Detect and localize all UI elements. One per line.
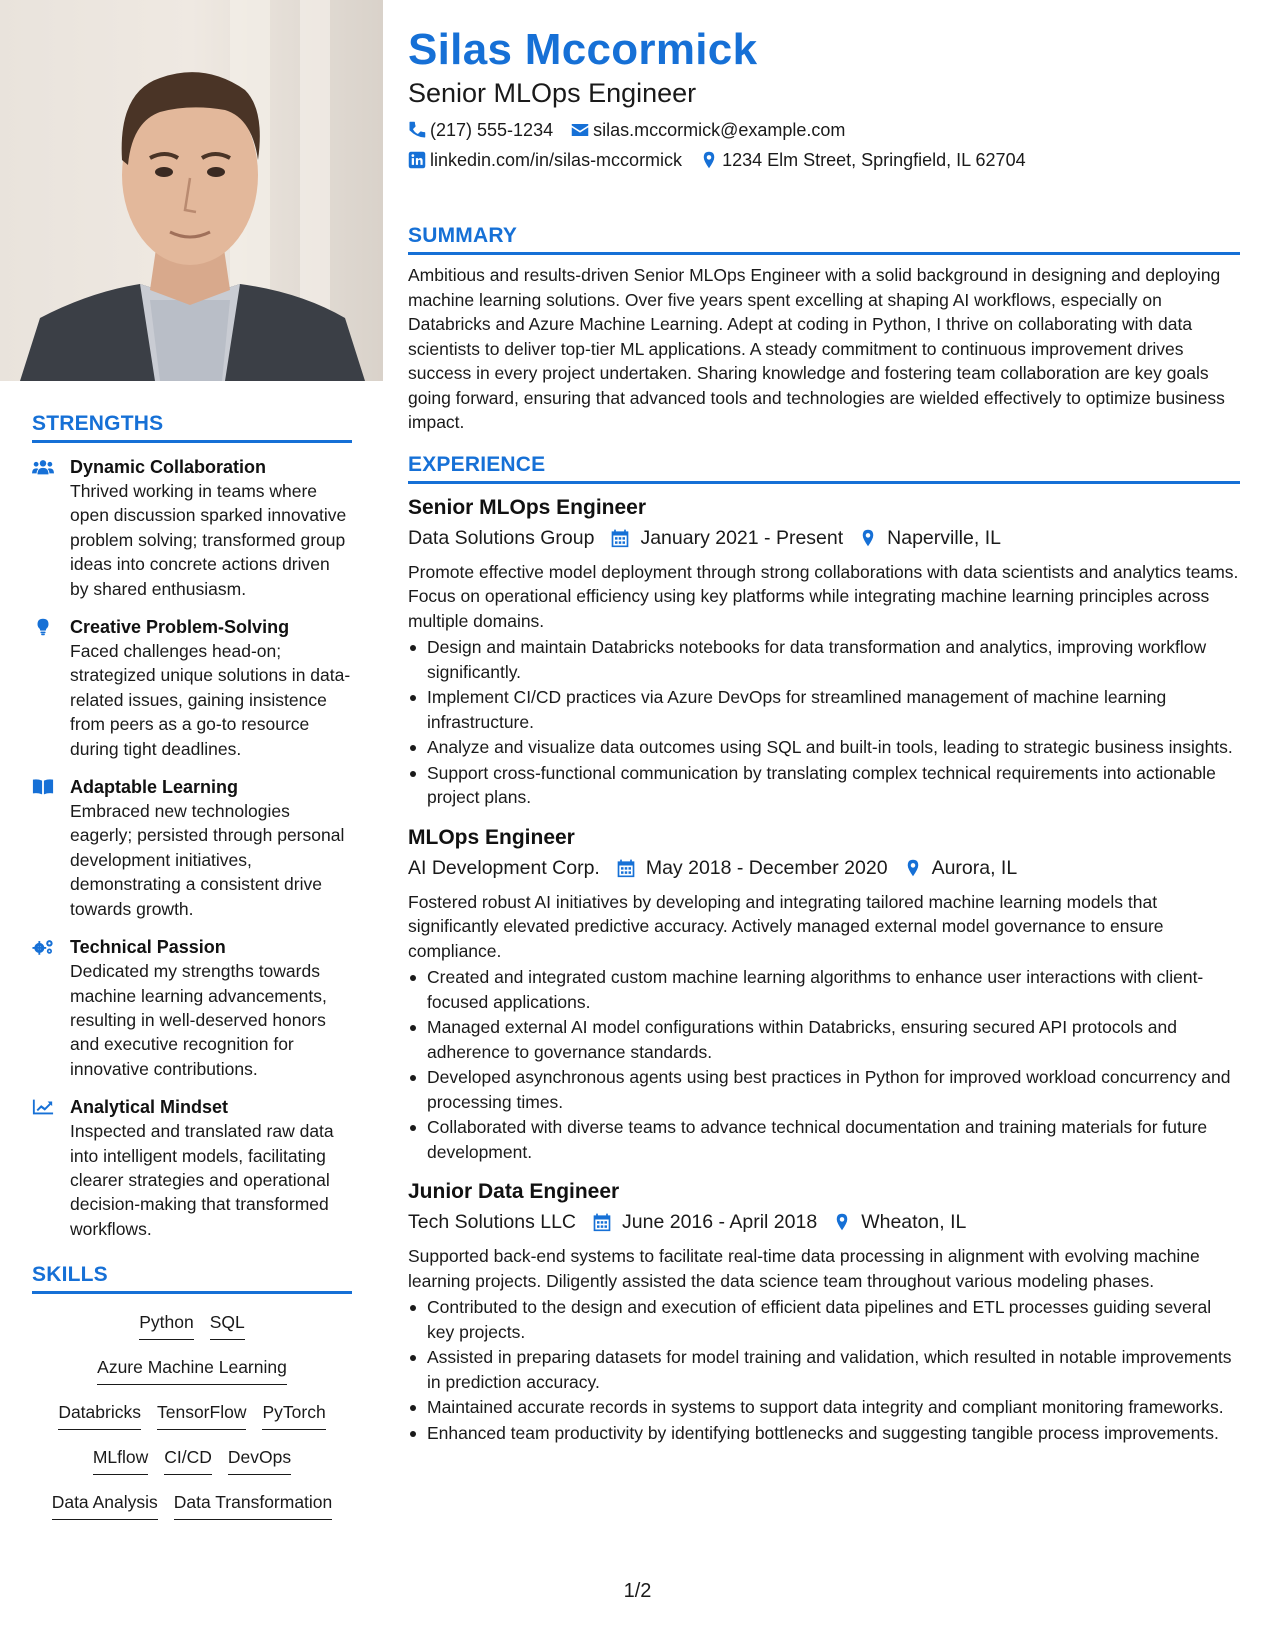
strength-title: Adaptable Learning <box>70 777 239 798</box>
page-number: 1/2 <box>623 1580 652 1602</box>
sidebar <box>0 0 383 1650</box>
job-location-text: Wheaton, IL <box>861 1211 967 1233</box>
skills-row <box>32 1490 352 1535</box>
job-meta <box>408 524 1240 552</box>
job-dates <box>610 524 843 552</box>
job-company: Tech Solutions LLC <box>408 1211 577 1233</box>
skill-tag: DevOps <box>228 1445 291 1475</box>
strength-item <box>32 775 352 921</box>
users-icon <box>32 455 70 601</box>
job-description: Promote effective model deployment through strong collaborations with data scientists and analytics teams. Focus on operational efficiency using key platforms while integrating machine learning principles across multiple domains. <box>408 561 1239 631</box>
list-item: Analyze and visualize data outcomes using SQL and built-in tools, leading to strategic business insights. <box>408 735 1240 760</box>
linkedin-url: linkedin.com/in/silas-mccormick <box>430 150 683 170</box>
location-pin-icon <box>904 858 922 878</box>
gears-icon <box>32 935 70 1081</box>
calendar-icon <box>616 858 636 878</box>
list-item: Collaborated with diverse teams to advance technical documentation and training materials for future development. <box>408 1115 1240 1164</box>
skill-tag: Databricks <box>58 1400 141 1430</box>
job-dates-text: January 2021 - Present <box>640 526 844 549</box>
candidate-name: Silas Mccormick <box>408 25 758 74</box>
skills-list <box>32 1310 352 1535</box>
strength-title: Dynamic Collaboration <box>70 457 267 477</box>
strength-description: Thrived working in teams where open discussion sparked innovative problem solving; transformed group ideas into concrete actions driven by shared enthusiasm. <box>70 481 347 599</box>
skill-tag: Data Analysis <box>52 1490 158 1520</box>
envelope-icon <box>571 121 589 139</box>
list-item: Implement CI/CD practices via Azure DevOps for streamlined management of machine learning infrastructure. <box>408 685 1240 734</box>
job-dates-text: May 2018 - December 2020 <box>645 856 888 879</box>
location-pin-icon <box>859 528 877 548</box>
job-company: Data Solutions Group <box>408 526 595 549</box>
skills-row <box>32 1400 352 1445</box>
list-item: Developed asynchronous agents using best practices in Python for improved workload concurrency and processing times. <box>408 1065 1240 1114</box>
email-contact <box>571 118 845 142</box>
job-bullets <box>408 635 1240 810</box>
summary-heading: SUMMARY <box>408 224 1240 255</box>
strength-description: Faced challenges head-on; strategized unique solutions in data-related issues, gaining insistence from peers as a go-to resource during tight deadlines. <box>70 641 351 759</box>
strengths-list <box>32 455 352 1241</box>
lightbulb-icon <box>32 615 70 761</box>
job-title: MLOps Engineer <box>408 825 575 849</box>
candidate-role: Senior MLOps Engineer <box>408 78 697 108</box>
calendar-icon <box>610 528 630 548</box>
strength-item <box>32 615 352 761</box>
strength-title: Analytical Mindset <box>70 1097 229 1118</box>
location-pin-icon <box>833 1212 851 1232</box>
skill-tag: PyTorch <box>262 1400 325 1430</box>
job-location <box>904 854 1018 882</box>
profile-photo <box>0 0 383 381</box>
skill-tag: Data Transformation <box>174 1490 333 1520</box>
street-address: 1234 Elm Street, Springfield, IL 62704 <box>722 150 1026 170</box>
phone-number: (217) 555-1234 <box>430 120 554 140</box>
job-location <box>859 524 1001 552</box>
strength-title: Creative Problem-Solving <box>70 617 290 638</box>
job-meta <box>408 1208 1240 1236</box>
strength-item <box>32 935 352 1081</box>
list-item: Maintained accurate records in systems to support data integrity and compliant monitoring frameworks. <box>408 1395 1240 1420</box>
strength-item <box>32 455 352 601</box>
job-bullets <box>408 965 1240 1164</box>
job-title: Senior MLOps Engineer <box>408 495 647 519</box>
list-item: Support cross-functional communication by translating complex technical requirements into actionable project plans. <box>408 761 1240 810</box>
skill-tag: CI/CD <box>164 1445 212 1475</box>
summary-text: Ambitious and results-driven Senior MLOps Engineer with a solid background in designing and deploying machine learning solutions. Over five years spent excelling at shaping AI workflows, especially on Databricks and Azure Machine Learning. Adept at coding in Python, I thrive on collaborating with data scientists to deliver top-tier ML applications. A steady commitment to continuous improvement drives success in every project undertaken. Sharing knowledge and fostering team collaboration are key goals going forward, ensuring that advanced tools and technologies are wielded effectively to optimize business impact. <box>408 265 1225 432</box>
job-dates-text: June 2016 - April 2018 <box>622 1211 818 1233</box>
list-item: Design and maintain Databricks notebooks for data transformation and analytics, improving workflow significantly. <box>408 635 1240 684</box>
contact-row <box>408 148 1240 172</box>
book-icon <box>32 775 70 921</box>
job-location <box>833 1208 966 1236</box>
skill-tag: MLflow <box>93 1445 148 1475</box>
job-entry <box>408 1178 1240 1445</box>
job-dates <box>592 1208 817 1236</box>
list-item: Managed external AI model configurations within Databricks, ensuring secured API protocols and adherence to governance standards. <box>408 1015 1240 1064</box>
location-pin-icon <box>700 151 718 169</box>
strength-description: Inspected and translated raw data into intelligent models, facilitating clearer strategies and operational decision-making that transformed workflows. <box>70 1121 334 1239</box>
job-dates <box>616 854 888 882</box>
list-item: Assisted in preparing datasets for model training and validation, which resulted in notable improvements in prediction accuracy. <box>408 1345 1240 1394</box>
job-description: Fostered robust AI initiatives by developing and integrating tailored machine learning models that significantly elevated predictive accuracy. Actively managed external model governance to ensure compliance. <box>408 891 1164 961</box>
strength-item <box>32 1095 352 1241</box>
strength-title: Technical Passion <box>70 937 226 958</box>
skills-row <box>32 1355 352 1400</box>
email-address: silas.mccormick@example.com <box>593 120 846 140</box>
phone-icon <box>408 121 426 139</box>
calendar-icon <box>592 1212 612 1232</box>
experience-heading: EXPERIENCE <box>408 453 1240 484</box>
job-bullets <box>408 1295 1240 1445</box>
skills-row <box>32 1310 352 1355</box>
contact-row <box>408 118 1240 142</box>
skills-heading: SKILLS <box>32 1263 352 1294</box>
skill-tag: Python <box>139 1310 193 1340</box>
strengths-heading: STRENGTHS <box>32 412 352 443</box>
job-entry <box>408 824 1240 1165</box>
job-meta <box>408 854 1240 882</box>
job-location-text: Naperville, IL <box>887 526 1001 549</box>
chart-line-icon <box>32 1095 70 1241</box>
linkedin-contact <box>408 148 682 172</box>
job-entry <box>408 494 1240 810</box>
list-item: Created and integrated custom machine learning algorithms to enhance user interactions with client-focused applications. <box>408 965 1240 1014</box>
list-item: Contributed to the design and execution of efficient data pipelines and ETL processes guiding several key projects. <box>408 1295 1240 1344</box>
main-content <box>408 0 1240 1446</box>
skill-tag: TensorFlow <box>157 1400 246 1430</box>
skill-tag: Azure Machine Learning <box>97 1355 287 1385</box>
address-contact <box>700 148 1026 172</box>
list-item: Enhanced team productivity by identifying bottlenecks and suggesting tangible process improvements. <box>408 1421 1240 1446</box>
skills-row <box>32 1445 352 1490</box>
job-location-text: Aurora, IL <box>931 856 1018 879</box>
linkedin-icon <box>408 151 426 169</box>
strength-description: Embraced new technologies eagerly; persisted through personal development initiatives, demonstrating a consistent drive towards growth. <box>70 801 345 919</box>
job-title: Junior Data Engineer <box>408 1180 620 1203</box>
job-company: AI Development Corp. <box>408 856 600 879</box>
job-description: Supported back-end systems to facilitate real-time data processing in alignment with evolving machine learning projects. Diligently assisted the data science team throughout various modeling phases. <box>408 1246 1200 1291</box>
skill-tag: SQL <box>210 1310 245 1340</box>
strength-description: Dedicated my strengths towards machine learning advancements, resulting in well-deserved honors and executive recognition for innovative contributions. <box>70 961 327 1079</box>
phone-contact <box>408 118 553 142</box>
